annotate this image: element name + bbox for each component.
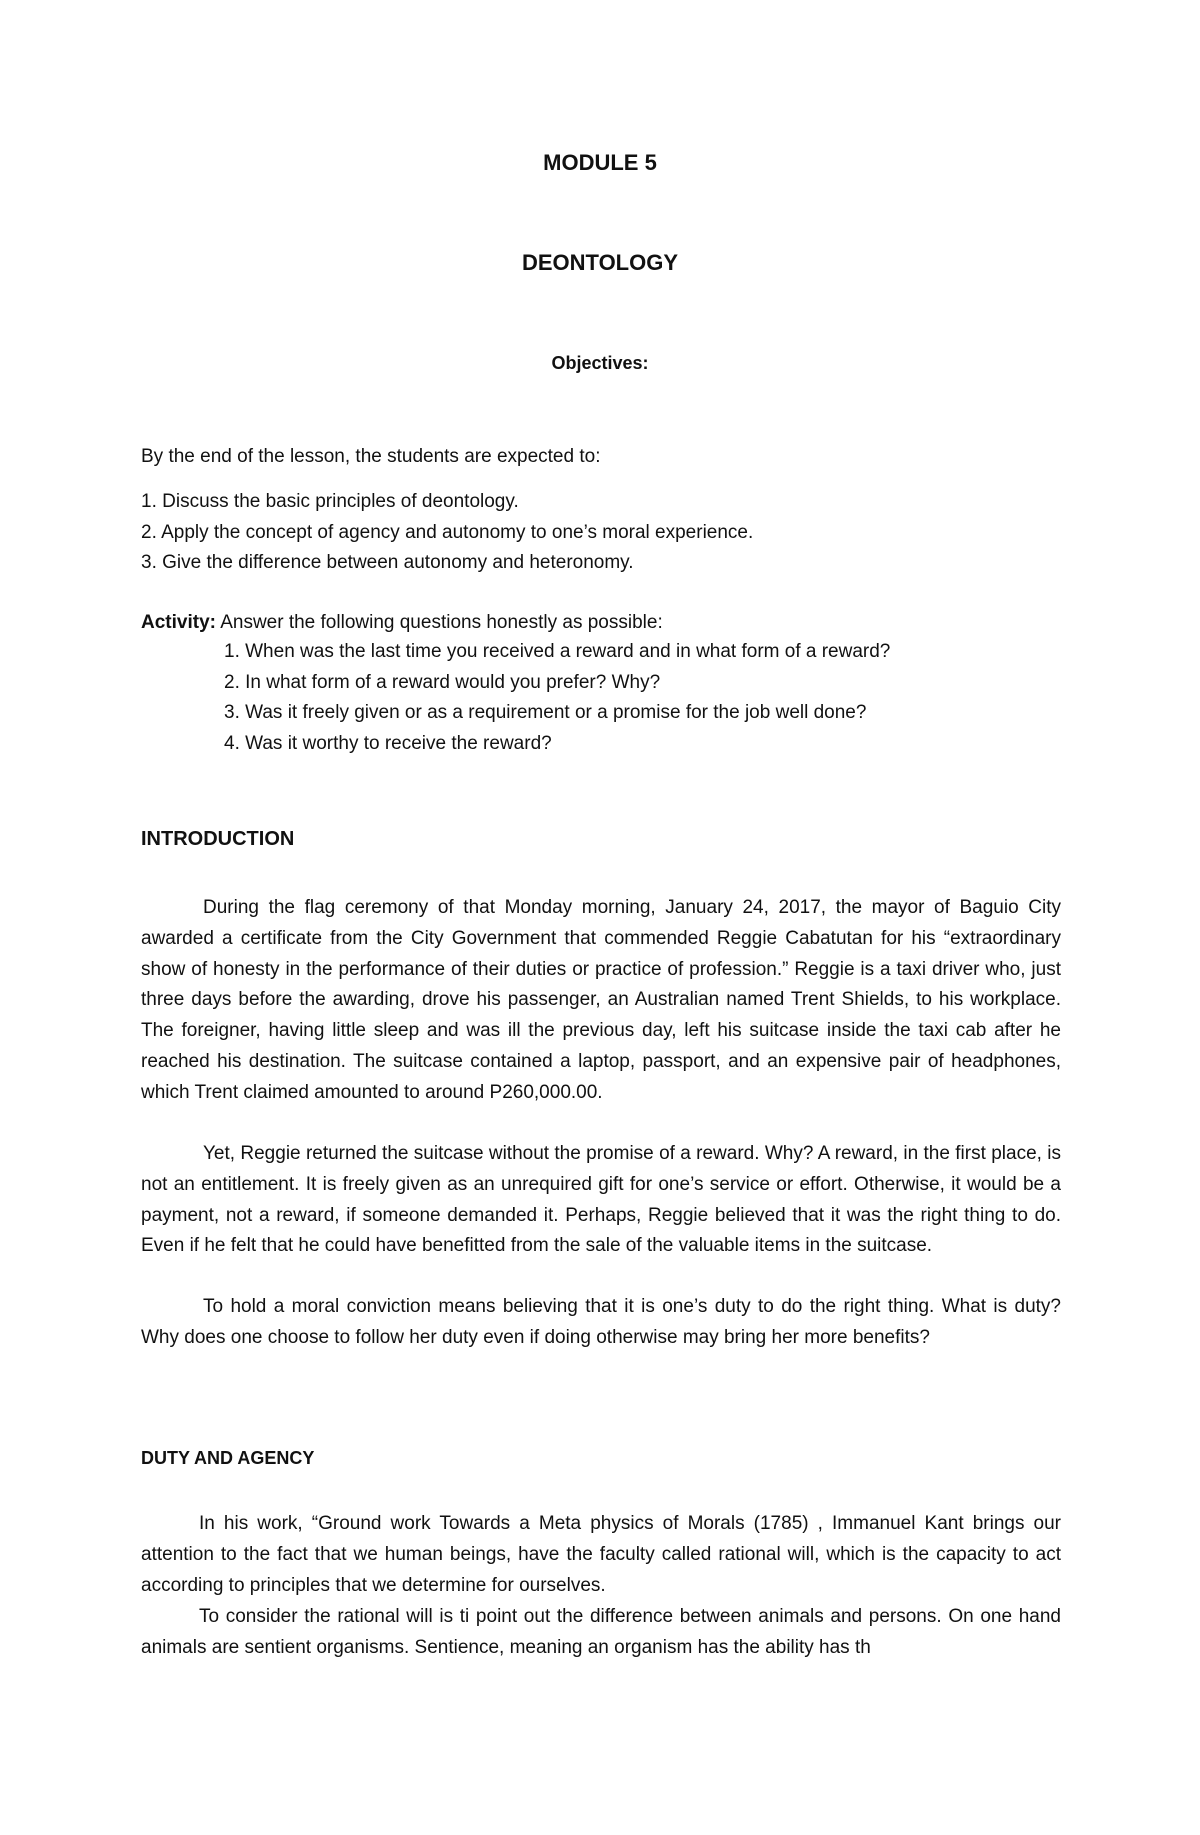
activity-line	[141, 608, 1061, 639]
paragraph: Yet, Reggie returned the suitcase without the promise of a reward. Why? A reward, in the first place, is not an entitlement. It is freely given as an unrequired gift for one’s service or effort. Otherwise, it would be a payment, not a reward, if someone demanded it. Perhaps, Reggie believed that it was the right thing to do. Even if he felt that he could have benefitted from the sale of the valuable items in the suitcase.	[141, 1143, 1061, 1257]
module-title: MODULE 5	[543, 150, 657, 175]
duty-agency-heading: DUTY AND AGENCY	[141, 1448, 315, 1468]
activity-questions	[224, 637, 1064, 759]
activity-label: Activity:	[141, 612, 216, 633]
paragraph: To hold a moral conviction means believing that it is one’s duty to do the right thing. What is duty? Why does one choose to follow her duty even if doing otherwise may bring her more benefits?	[141, 1296, 1061, 1348]
list-item: 2. Apply the concept of agency and autonomy to one’s moral experience.	[141, 521, 754, 543]
list-item: 3. Give the difference between autonomy and heteronomy.	[141, 552, 634, 573]
objectives-intro: By the end of the lesson, the students are expected to:	[141, 446, 601, 467]
list-item: 1. When was the last time you received a reward and in what form of a reward?	[224, 641, 891, 662]
objectives-heading: Objectives:	[551, 353, 649, 373]
page-title: DEONTOLOGY	[521, 250, 679, 275]
paragraph: During the flag ceremony of that Monday morning, January 24, 2017, the mayor of Baguio City awarded a certificate from the City Government that commended Reggie Cabatutan for his “extraordinary show of honesty in the performance of their duties or practice of profession.” Reggie is a taxi driver who, just three days before the awarding, drove his passenger, an Australian named Trent Shields, to his workplace. The foreigner, having little sleep and was ill the previous day, left his suitcase inside the taxi cab after he reached his destination. The suitcase contained a laptop, passport, and an expensive pair of headphones, which Trent claimed amounted to around P260,000.00.	[141, 897, 1061, 1103]
introduction-heading: INTRODUCTION	[141, 828, 295, 850]
paragraph: In his work, “Ground work Towards a Meta physics of Morals (1785) , Immanuel Kant brings our attention to the fact that we human beings, have the faculty called rational will, which is the capacity to act according to principles that we determine for ourselves.	[141, 1513, 1061, 1596]
list-item: 3. Was it freely given or as a requirement or a promise for the job well done?	[224, 702, 867, 723]
list-item: 2. In what form of a reward would you prefer? Why?	[224, 671, 661, 693]
list-item: 1. Discuss the basic principles of deontology.	[141, 491, 519, 512]
paragraph: To consider the rational will is ti point out the difference between animals and persons. On one hand animals are sentient organisms. Sentience, meaning an organism has the ability has th	[141, 1606, 1061, 1658]
objectives-list	[141, 487, 1061, 579]
activity-instruction: Answer the following questions honestly as possible:	[220, 612, 663, 633]
list-item: 4. Was it worthy to receive the reward?	[224, 732, 552, 754]
